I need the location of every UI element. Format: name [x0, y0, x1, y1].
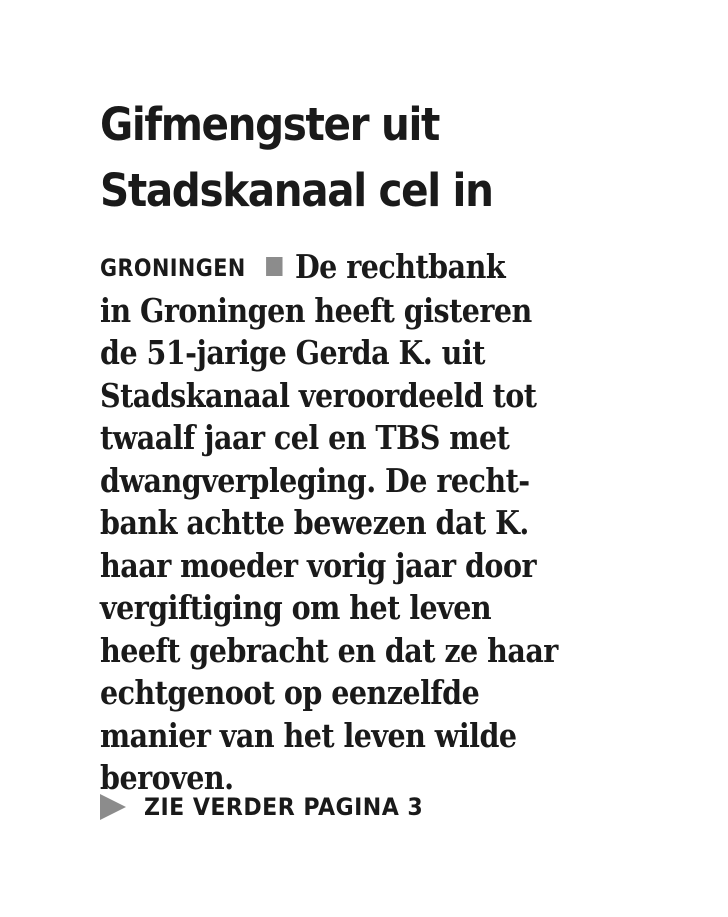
body-first-line: [100, 246, 662, 290]
body-line: beroven.: [100, 758, 234, 797]
triangle-icon: [100, 794, 126, 820]
body-line: de 51-jarige Gerda K. uit: [100, 333, 485, 372]
news-article: [100, 92, 660, 800]
article-body: [100, 246, 662, 800]
see-more-text: ZIE VERDER PAGINA 3: [144, 793, 424, 821]
body-line: twaalf jaar cel en TBS met: [100, 418, 510, 457]
square-icon: [266, 257, 282, 276]
body-line: De rechtbank: [294, 247, 506, 286]
body-line: vergiftiging om het leven: [100, 588, 492, 627]
body-line: heeft gebracht en dat ze haar: [100, 630, 558, 670]
body-line: bank achtte bewezen dat K.: [100, 503, 529, 542]
see-more-link[interactable]: [100, 793, 448, 821]
dateline: GRONINGEN: [100, 254, 246, 282]
body-line: dwangverpleging. De recht-: [100, 460, 530, 500]
body-line: haar moeder vorig jaar door: [100, 545, 537, 585]
body-line: in Groningen heeft gisteren: [100, 290, 532, 330]
headline-line: Gifmengster uit: [100, 98, 440, 151]
headline: [100, 92, 604, 224]
headline-line: Stadskanaal cel in: [100, 164, 493, 217]
body-line: manier van het leven wilde: [100, 715, 517, 755]
body-line: Stadskanaal veroordeeld tot: [100, 375, 537, 415]
body-line: echtgenoot op eenzelfde: [100, 673, 480, 712]
